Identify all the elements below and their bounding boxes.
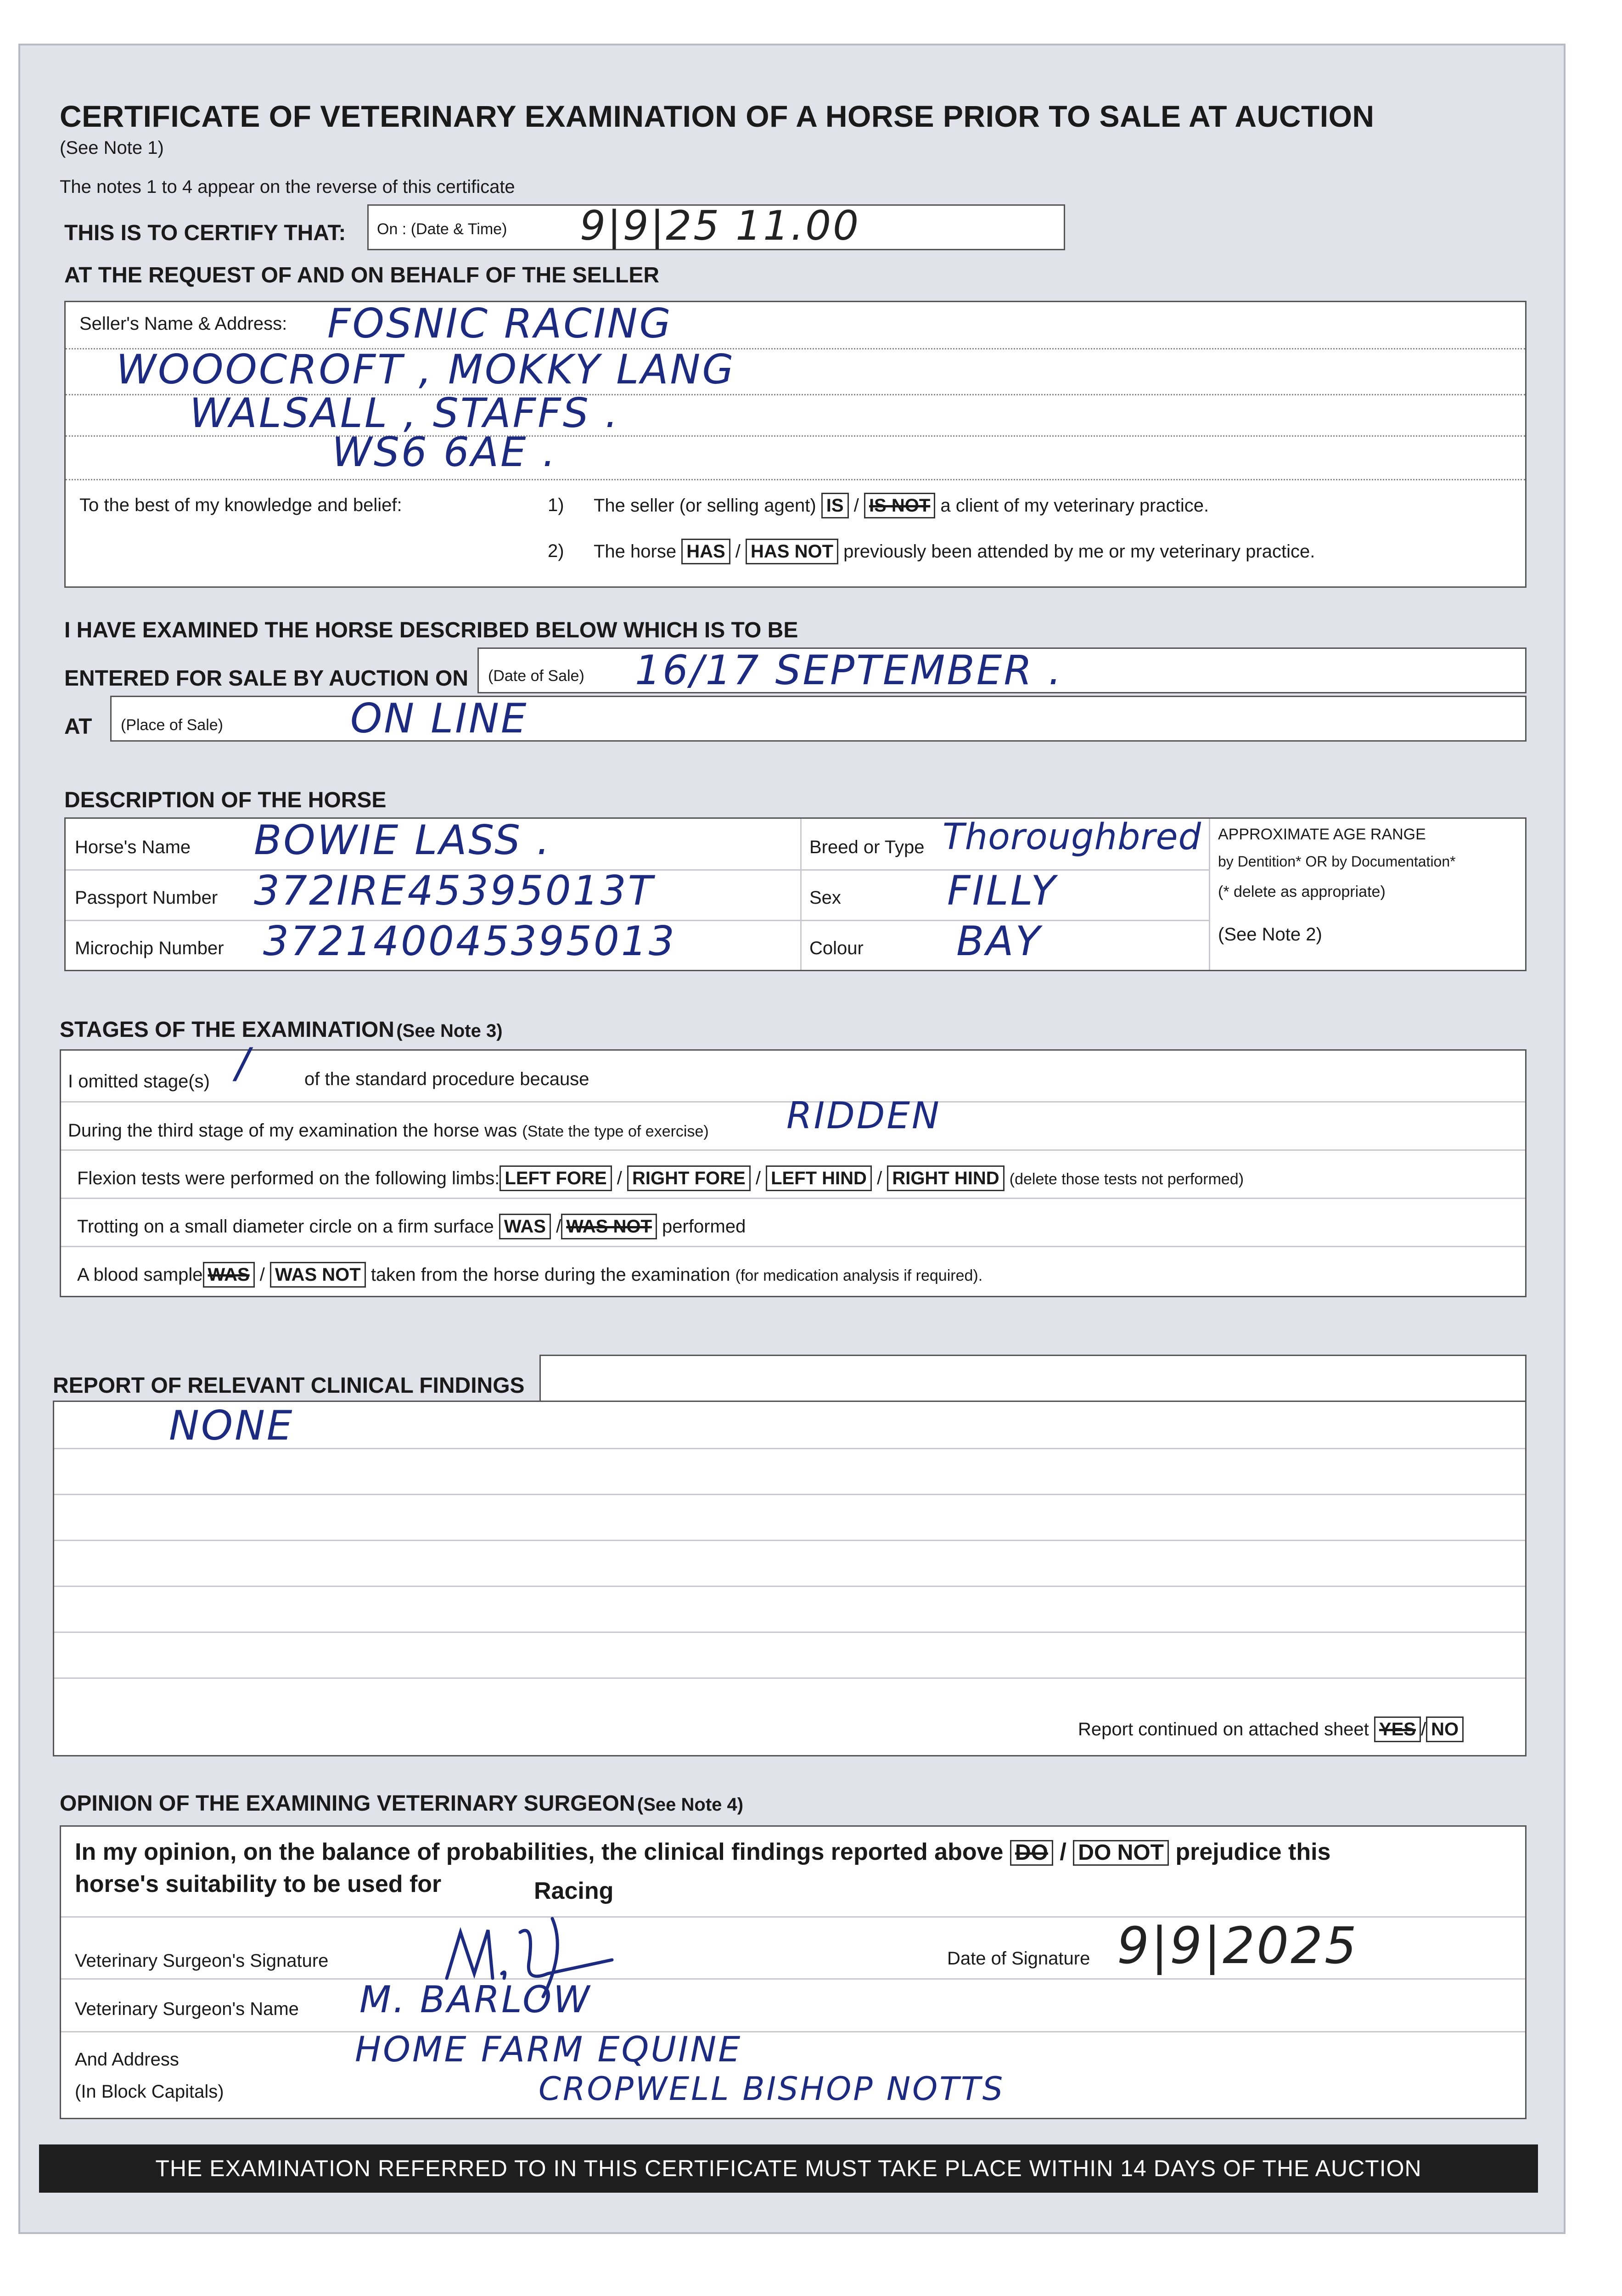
age-range-note: (* delete as appropriate)	[1218, 883, 1386, 900]
report-heading: REPORT OF RELEVANT CLINICAL FINDINGS	[53, 1373, 525, 1398]
seller-address-line1: WOOOCROFT , MOKKY LANG	[116, 346, 735, 393]
certificate-title: CERTIFICATE OF VETERINARY EXAMINATION OF A HORSE PRIOR TO SALE AT AUCTION	[60, 99, 1375, 133]
sale-heading-2: ENTERED FOR SALE BY AUCTION ON	[64, 666, 469, 691]
vet-name-label: Veterinary Surgeon's Name	[75, 1999, 299, 2019]
seller-address-line2: WALSALL , STAFFS .	[190, 389, 620, 437]
colour-value: BAY	[956, 917, 1042, 965]
sale-date-field[interactable]	[477, 647, 1527, 693]
blood-was-not[interactable]: WAS NOT	[270, 1262, 366, 1288]
address-label: And Address	[75, 2049, 179, 2070]
vet-address-line2: CROPWELL BISHOP NOTTS	[539, 2070, 1005, 2108]
seller-address-line3: WS6 6AE .	[332, 428, 557, 476]
knowledge-label: To the best of my knowledge and belief:	[79, 495, 402, 515]
passport-label: Passport Number	[75, 888, 218, 908]
limb-left-hind[interactable]: LEFT HIND	[766, 1165, 872, 1191]
option-has-not[interactable]: HAS NOT	[746, 539, 838, 564]
microchip-number: 372140045395013	[263, 917, 676, 965]
sale-date-value: 16/17 SEPTEMBER .	[635, 647, 1063, 694]
omitted-label: I omitted stage(s)	[68, 1071, 210, 1092]
signature-label: Veterinary Surgeon's Signature	[75, 1951, 329, 1971]
sale-place-field[interactable]	[110, 696, 1527, 742]
blood-sample-row: A blood sample WAS / WAS NOT taken from the horse during the examination (for medication analysis if required).	[77, 1262, 982, 1288]
third-stage-value: RIDDEN	[786, 1094, 941, 1137]
option-is[interactable]: IS	[821, 493, 849, 518]
opinion-do[interactable]: DO	[1010, 1840, 1053, 1866]
opinion-text-2: horse's suitability to be used for	[75, 1871, 442, 1897]
third-stage-label: During the third stage of my examination the horse was (State the type of exercise)	[68, 1120, 709, 1141]
sale-at-label: AT	[64, 715, 92, 739]
limb-left-fore[interactable]: LEFT FORE	[500, 1165, 612, 1191]
sale-date-label: (Date of Sale)	[488, 667, 584, 685]
limb-right-hind[interactable]: RIGHT HIND	[887, 1165, 1004, 1191]
continued-yes[interactable]: YES	[1374, 1716, 1421, 1742]
report-box[interactable]	[53, 1401, 1527, 1756]
sale-place-label: (Place of Sale)	[121, 716, 223, 734]
opinion-heading: OPINION OF THE EXAMINING VETERINARY SURGEON (See Note 4)	[60, 1791, 744, 1816]
blood-was[interactable]: WAS	[203, 1262, 255, 1288]
age-see-note-2: (See Note 2)	[1218, 924, 1322, 945]
option-has[interactable]: HAS	[681, 539, 730, 564]
option-is-not[interactable]: IS NOT	[864, 493, 935, 518]
clinical-findings: NONE	[169, 1402, 294, 1449]
horse-name-label: Horse's Name	[75, 837, 191, 857]
breed-value: Thoroughbred	[943, 816, 1202, 858]
opinion-do-not[interactable]: DO NOT	[1073, 1840, 1169, 1866]
notes-line: The notes 1 to 4 appear on the reverse of this certificate	[60, 177, 515, 197]
stages-box	[60, 1039, 1527, 1297]
stmt1-num: 1)	[548, 495, 564, 515]
omitted-value: /	[236, 1039, 252, 1087]
seller-client-statement: The seller (or selling agent) IS / IS NOT a client of my veterinary practice.	[594, 493, 1209, 518]
sale-heading: I HAVE EXAMINED THE HORSE DESCRIBED BELOW WHICH IS TO BE	[64, 618, 798, 642]
date-of-signature: 9|9|2025	[1117, 1916, 1359, 1975]
description-table	[64, 817, 1527, 971]
continued-no[interactable]: NO	[1426, 1716, 1464, 1742]
block-capitals-label: (In Block Capitals)	[75, 2082, 224, 2102]
vet-address-line1: HOME FARM EQUINE	[355, 2029, 742, 2070]
date-time-field[interactable]	[367, 204, 1065, 250]
age-range-heading: APPROXIMATE AGE RANGE	[1218, 826, 1426, 843]
date-time-label: On : (Date & Time)	[377, 220, 507, 238]
opinion-text: In my opinion, on the balance of probabilities, the clinical findings reported above DO / DO NOT prejudice this	[75, 1839, 1331, 1865]
trot-was[interactable]: WAS	[499, 1214, 551, 1239]
auction-deadline-banner: THE EXAMINATION REFERRED TO IN THIS CERTIFICATE MUST TAKE PLACE WITHIN 14 DAYS OF THE AUCTION	[39, 2144, 1538, 2193]
see-note-1: (See Note 1)	[60, 138, 164, 158]
flexion-tests-row: Flexion tests were performed on the following limbs: LEFT FORE / RIGHT FORE / LEFT HIND / RIGHT HIND (delete those tests not performed)	[77, 1165, 1244, 1191]
date-time-value: 9|9|25 11.00	[580, 202, 861, 249]
report-heading-box	[539, 1355, 1527, 1401]
description-heading: DESCRIPTION OF THE HORSE	[64, 788, 387, 812]
passport-number: 372IRE45395013T	[254, 867, 655, 914]
horse-attended-statement: The horse HAS / HAS NOT previously been attended by me or my veterinary practice.	[594, 539, 1315, 564]
sex-value: FILLY	[947, 867, 1057, 914]
seller-name-label: Seller's Name & Address:	[79, 314, 287, 334]
report-continued: Report continued on attached sheet YES / NO	[1078, 1716, 1464, 1742]
opinion-box	[60, 1825, 1527, 2119]
opinion-use: Racing	[534, 1878, 614, 1904]
certify-label: THIS IS TO CERTIFY THAT:	[64, 221, 346, 245]
trotting-row: Trotting on a small diameter circle on a firm surface WAS / WAS NOT performed	[77, 1214, 746, 1239]
request-label: AT THE REQUEST OF AND ON BEHALF OF THE SELLER	[64, 263, 659, 287]
seller-name: FOSNIC RACING	[327, 300, 673, 347]
omitted-post: of the standard procedure because	[304, 1069, 589, 1089]
stmt2-num: 2)	[548, 541, 564, 561]
limb-right-fore[interactable]: RIGHT FORE	[627, 1165, 751, 1191]
sex-label: Sex	[809, 888, 841, 908]
colour-label: Colour	[809, 938, 864, 958]
stages-heading: STAGES OF THE EXAMINATION (See Note 3)	[60, 1018, 503, 1042]
date-of-signature-label: Date of Signature	[947, 1948, 1090, 1969]
vet-name: M. BARLOW	[359, 1978, 592, 2021]
seller-box	[64, 301, 1527, 588]
trot-was-not[interactable]: WAS NOT	[561, 1214, 657, 1239]
breed-label: Breed or Type	[809, 837, 925, 857]
microchip-label: Microchip Number	[75, 938, 224, 958]
age-range-options[interactable]: by Dentition* OR by Documentation*	[1218, 853, 1456, 870]
horse-name: BOWIE LASS .	[254, 816, 551, 864]
sale-place-value: ON LINE	[350, 695, 528, 742]
